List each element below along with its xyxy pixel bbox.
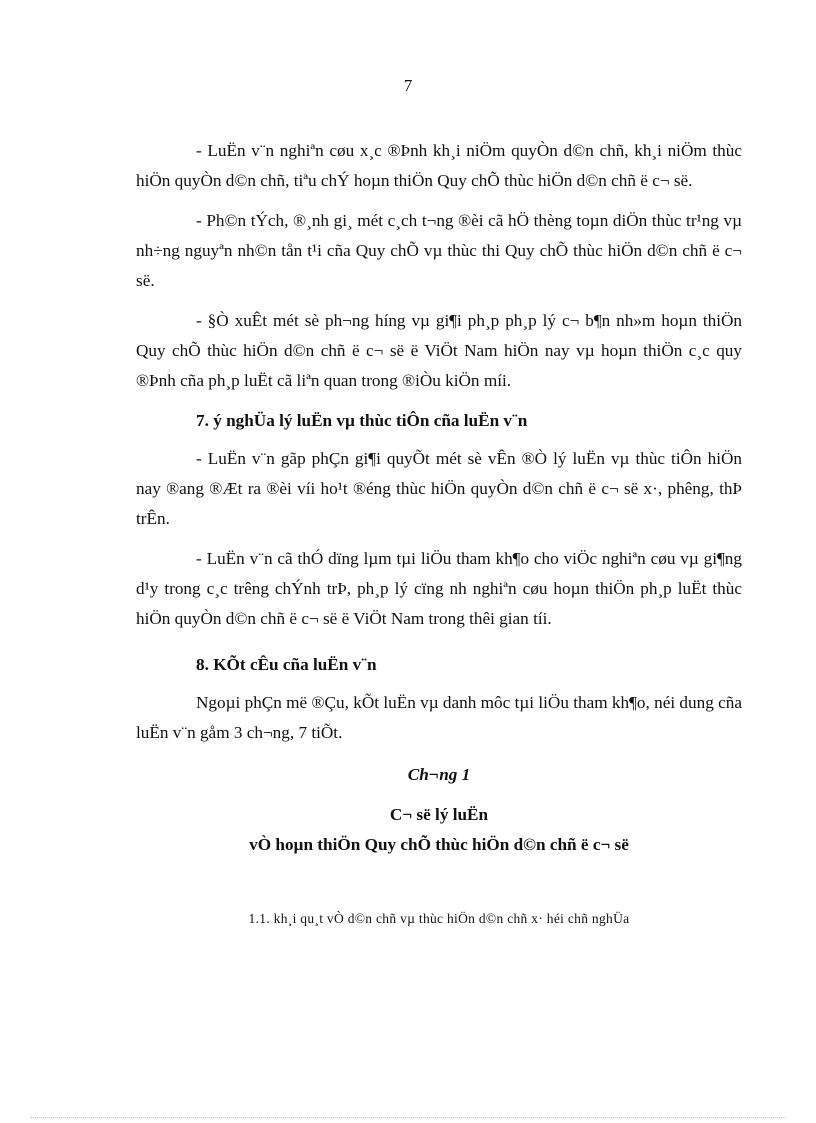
footer-divider <box>30 1117 786 1118</box>
paragraph-reference-use: - LuËn v¨n cã thÓ dïng lµm tµi liÖu tham kh¶o cho viÖc nghiªn cøu vµ gi¶ng d¹y trong c¸c trêng chÝnh trÞ, ph¸p lý cïng nh nghiªn cøu hoµn thiÖn ph¸p luËt thùc hiÖn quyÒn d©n chñ ë c¬ së ë ViÖt Nam trong thêi gian tíi. <box>136 549 742 628</box>
paragraph-proposal: - §Ò xuÊt mét sè ph¬ng híng vµ gi¶i ph¸p ph¸p lý c¬ b¶n nh»m hoµn thiÖn Quy chÕ thùc hiÖn d©n chñ ë c¬ së ë ViÖt Nam hiÖn nay vµ hoµn thiÖn c¸c quy ®Þnh cña ph¸p luËt cã liªn quan trong ®iÒu kiÖn míi. <box>136 311 742 390</box>
page-number: 7 <box>403 76 413 95</box>
page-body <box>136 136 742 934</box>
chapter-title-line-1: C¬ së lý luËn <box>389 805 489 824</box>
paragraph-contribution: - LuËn v¨n gãp phÇn gi¶i quyÕt mét sè vÊn ®Ò lý luËn vµ thùc tiÔn hiÖn nay ®ang ®Æt ra ®èi víi ho¹t ®éng thùc hiÖn quyÒn d©n chñ ë c¬ së x·, phêng, thÞ trÊn. <box>136 449 742 528</box>
section-heading-1-1: 1.1. kh¸i qu¸t vÒ d©n chñ vµ thùc hiÖn d©n chñ x· héi chñ nghÜa <box>248 911 630 926</box>
paragraph-analysis: - Ph©n tÝch, ®¸nh gi¸ mét c¸ch t¬ng ®èi cã hÖ thèng toµn diÖn thùc tr¹ng vµ nh÷ng nguyªn nh©n tån t¹i cña Quy chÕ vµ thùc thi Quy chÕ thùc hiÖn d©n chñ ë c¬ së. <box>136 211 742 290</box>
chapter-title-line-2: vÒ hoµn thiÖn Quy chÕ thùc hiÖn d©n chñ ë c¬ së <box>249 835 629 854</box>
chapter-label: Ch¬ng 1 <box>407 765 471 784</box>
paragraph-research-definition: - LuËn v¨n nghiªn cøu x¸c ®Þnh kh¸i niÖm quyÒn d©n chñ, kh¸i niÖm thùc hiÖn quyÒn d©n chñ, tiªu chÝ hoµn thiÖn Quy chÕ thùc hiÖn d©n chñ ë c¬ së. <box>136 141 742 190</box>
heading-section-8: 8. KÕt cÊu cña luËn v¨n <box>196 655 377 674</box>
paragraph-structure: Ngoµi phÇn më ®Çu, kÕt luËn vµ danh môc tµi liÖu tham kh¶o, néi dung cña luËn v¨n gåm 3 ch¬ng, 7 tiÕt. <box>136 693 742 742</box>
heading-section-7: 7. ý nghÜa lý luËn vµ thùc tiÔn cña luËn v¨n <box>196 411 528 430</box>
